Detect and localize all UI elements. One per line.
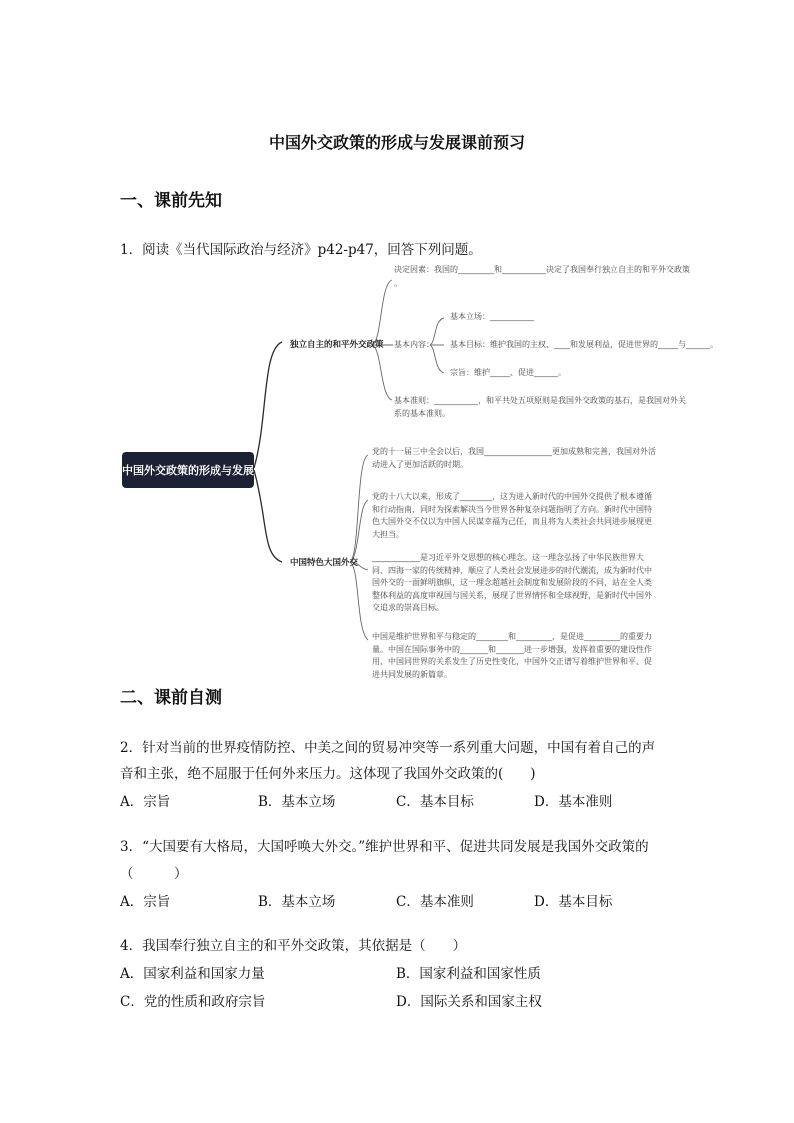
branch-independent-peace-policy: 独立自主的和平外交政策: [290, 340, 384, 350]
question-4-option-a: A．国家利益和国家力量: [120, 966, 265, 982]
question-2-option-c: C．基本目标: [396, 794, 474, 810]
connector-central-branch2: [254, 470, 282, 562]
page-title: 中国外交政策的形成与发展课前预习: [268, 133, 525, 152]
node-basic-content: 基本内容：: [394, 340, 434, 349]
question-3-line-1: 3．“大国要有大格局，大国呼唤大外交。”维护世界和平、促进共同发展是我国外交政策的: [120, 839, 649, 855]
node-china-role: 中国是维护世界和平与稳定的________和_________，是促进_________的重要力量。中国在国际事务中的_______和_______进一步增强，发挥着重要的建设性作用，中国同世界的关系发生了历史性变化，中国外交正谱写着维护世界和平、促进共同发展的新篇章。: [372, 632, 652, 679]
question-2-option-a: A．宗旨: [120, 794, 171, 810]
question-3-option-c: C．基本准则: [396, 894, 474, 910]
section-heading-self-test: 二、课前自测: [120, 688, 222, 708]
connector-p1: [350, 455, 368, 562]
connector-p4: [350, 562, 368, 640]
question-3-line-2: （ ）: [120, 866, 188, 882]
question-3-option-a: A．宗旨: [120, 894, 171, 910]
question-2-line-2: 音和主张，绝不屈服于任何外来压力。这体现了我国外交政策的( ): [120, 766, 536, 782]
question-2-option-d: D．基本准则: [534, 794, 613, 810]
node-18th-congress: 党的十八大以来，形成了________，这为进入新时代的中国外交提供了根本遵循和行动指南，同时为探索解决当今世界各种复杂问题指明了方向。新时代中国特色大国外交不仅以为中国人民谋幸福为己任，而且将为人类社会共同进步展现更大担当。: [372, 492, 652, 539]
question-2-option-b: B．基本立场: [258, 794, 336, 810]
node-basic-stand: 基本立场：___________: [450, 312, 534, 321]
connector-central-branch1: [254, 342, 282, 468]
node-basic-goal: 基本目标：维护我国的主权、____和发展利益，促进世界的_____与______。: [450, 340, 718, 349]
question-4-option-d: D．国际关系和国家主权: [396, 994, 542, 1010]
node-aim: 宗旨：维护_____、促进______。: [450, 368, 566, 377]
node-decide-factor: 决定因素：我国的_________和___________决定了我国奉行独立自主的和平外交政策: [394, 265, 690, 274]
connector-principle: [372, 345, 392, 400]
question-3-option-b: B．基本立场: [258, 894, 336, 910]
question-3-option-d: D．基本目标: [534, 894, 613, 910]
question-4-option-c: C．党的性质和政府宗旨: [120, 994, 266, 1010]
connector-decide: [372, 280, 392, 345]
section-heading-preview: 一、课前先知: [120, 191, 222, 211]
node-decide-factor-end: 。: [394, 279, 402, 288]
mind-map-central-node: 中国外交政策的形成与发展: [122, 452, 254, 488]
node-core-concept: ____________是习近平外交思想的核心理念。这一理念弘扬了中华民族世界大同、四海一家的传统精神，顺应了人类社会发展进步的时代潮流，成为新时代中国外交的一面鲜明旗帜，这一理念超越社会制度和发展阶段的不同，站在全人类整体利益的高度审视国与国关系，展现了世界情怀和全球视野，是新时代中国外交追求的崇高目标。: [372, 553, 652, 612]
connector-p2: [350, 500, 368, 562]
question-1: 1．阅读《当代国际政治与经济》p42-p47，回答下列问题。: [120, 242, 482, 258]
question-4-option-b: B．国家利益和国家性质: [396, 966, 541, 982]
question-4-line-1: 4．我国奉行独立自主的和平外交政策，其依据是（ ）: [120, 938, 467, 954]
question-2-line-1: 2．针对当前的世界疫情防控、中美之间的贸易冲突等一系列重大问题，中国有着自己的声: [120, 740, 656, 756]
node-basic-principle: 基本准则：___________，和平共处五项原则是我国外交政策的基石，是我国对外关系的基本准则。: [394, 396, 686, 418]
branch-major-country-diplomacy: 中国特色大国外交: [290, 558, 359, 568]
node-third-plenum: 党的十一届三中全会以后，我国_________________更加成熟和完善，我国对外活动进入了更加活跃的时期。: [372, 447, 656, 469]
